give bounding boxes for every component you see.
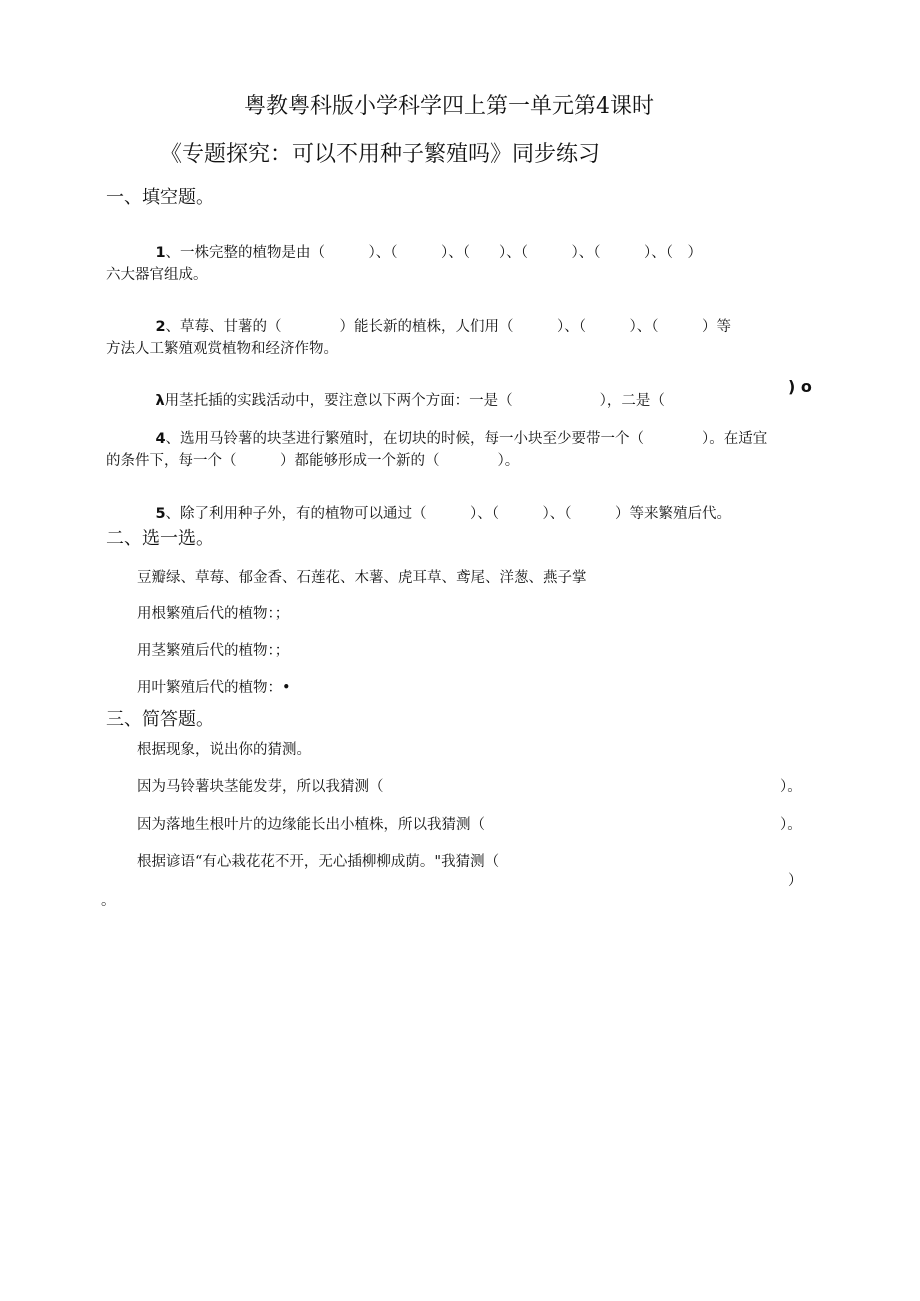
question-text: 、选用马铃薯的块茎进行繁殖时，在切块的时候，每一小块至少要带一个（ ）。在适宜 xyxy=(165,430,768,447)
section-heading-fill-blank: 一、填空题。 xyxy=(106,187,214,208)
question-text: 、草莓、甘薯的（ ）能长新的植株，人们用（ ）、（ ）、（ ）等 xyxy=(165,318,732,335)
answer-3-paren: ） xyxy=(788,873,803,889)
question-1-line1 xyxy=(137,231,702,275)
question-number: λ xyxy=(155,392,165,409)
question-5-line1 xyxy=(137,492,731,536)
question-number: 4 xyxy=(155,430,166,447)
question-2-line2: 方法人工繁殖观赏植物和经济作物。 xyxy=(106,341,338,357)
question-1-line2: 六大器官组成。 xyxy=(106,267,208,283)
answer-3-text: 根据谚语“有心栽花花不开，无心插柳柳成荫。"我猜测（ xyxy=(137,854,500,870)
page-title-line1: 粤教粤科版小学科学四上第一单元第4课时 xyxy=(244,94,654,119)
question-text: 用茎托插的实践活动中，要注意以下两个方面：一是（ ），二是（ xyxy=(164,392,738,409)
page-title-line2: 《专题探究：可以不用种子繁殖吗》同步练习 xyxy=(160,142,601,167)
answer-2-text: 因为落地生根叶片的边缘能长出小植株，所以我猜测（ xyxy=(137,817,485,833)
root-reproduction-line: 用根繁殖后代的植物：； xyxy=(137,606,290,622)
stem-reproduction-line: 用茎繁殖后代的植物：； xyxy=(137,643,290,659)
question-3-tail: ) o xyxy=(788,377,812,396)
answer-2-close: ）。 xyxy=(780,817,802,833)
short-answer-intro: 根据现象，说出你的猜测。 xyxy=(137,742,311,758)
question-number: 2 xyxy=(155,318,166,335)
section-heading-short-answer: 三、简答题。 xyxy=(106,709,214,730)
answer-3-period: 。 xyxy=(101,893,116,909)
answer-1-close: ）。 xyxy=(780,779,802,795)
leaf-reproduction-line: 用叶繁殖后代的植物：• xyxy=(137,680,291,696)
question-number: 1 xyxy=(155,244,166,261)
question-4-line2: 的条件下，每一个（ ）都能够形成一个新的（ ）。 xyxy=(106,453,520,469)
question-number: 5 xyxy=(155,505,166,522)
question-3-line1 xyxy=(137,379,737,423)
plant-list: 豆瓣绿、草莓、郁金香、石莲花、木薯、虎耳草、鸢尾、洋葱、燕子掌 xyxy=(137,570,587,586)
answer-1-text: 因为马铃薯块茎能发芽，所以我猜测（ xyxy=(137,779,384,795)
question-text: 、除了利用种子外，有的植物可以通过（ ）、（ ）、（ ）等来繁殖后代。 xyxy=(165,505,732,522)
section-heading-choose: 二、选一选。 xyxy=(106,528,214,549)
question-text: 、一株完整的植物是由（ ）、（ ）、（ ）、（ ）、（ ）、（ ） xyxy=(165,244,703,261)
